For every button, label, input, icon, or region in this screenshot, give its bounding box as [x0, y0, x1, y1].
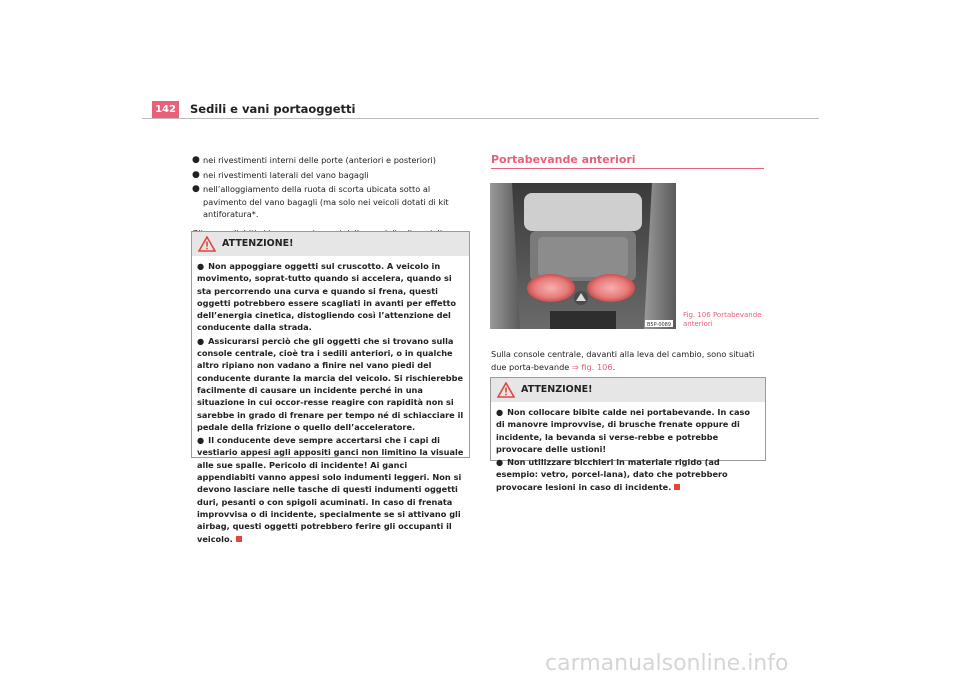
bullet-icon: ● — [197, 261, 205, 271]
warning-item — [197, 260, 464, 334]
bullet-icon: ● — [496, 457, 504, 468]
figure-link[interactable]: ⇒ fig. 106 — [571, 361, 613, 372]
warning-header — [192, 232, 469, 256]
warning-item — [197, 434, 464, 545]
warning-item — [496, 406, 760, 455]
header-divider — [142, 118, 819, 119]
bullet-icon: ● — [197, 335, 205, 346]
body-text: Sulla console centrale, davanti alla leva del cambio, sono situati due porta-bevande — [491, 349, 755, 372]
warning-title: ATTENZIONE! — [222, 238, 294, 249]
caption-line: anteriori — [683, 320, 713, 328]
warning-body — [491, 402, 765, 498]
warning-text: Non appoggiare oggetti sul cruscotto. A veicolo in movimento, soprat-tutto quando si accelera, quando si sta percorrendo una curva e quando si frena, questi oggetti potrebbero essere scagliati in avanti per effetto dell’energia cinetica, distogliendo così l’attenzione del conducente dalla strada. — [197, 261, 457, 333]
warning-text: Non utilizzare bicchieri in materiale rigido (ad esempio: vetro, porcel-lana), dato che potrebbero provocare lesioni in caso di incidente. — [496, 457, 728, 492]
end-of-section-icon — [674, 484, 680, 490]
warning-triangle-icon — [497, 382, 515, 398]
bullet-icon: ● — [197, 435, 205, 446]
warning-title: ATTENZIONE! — [521, 384, 593, 395]
list-item — [192, 183, 468, 221]
section-divider — [491, 168, 764, 169]
warning-item — [496, 456, 760, 493]
section-title: Portabevande anteriori — [491, 153, 636, 166]
warning-triangle-icon — [198, 236, 216, 252]
watermark: carmanualsonline.info — [545, 651, 789, 676]
warning-box — [490, 377, 766, 492]
warning-header — [491, 378, 765, 402]
bullet-icon: ● — [192, 184, 200, 195]
list-item — [192, 169, 468, 182]
page-header-title: Sedili e vani portaoggetti — [190, 102, 356, 116]
bullet-text: nei rivestimenti laterali del vano bagagli — [203, 169, 369, 180]
warning-body — [192, 256, 469, 550]
warning-text: Assicurarsi perciò che gli oggetti che si trovano sulla console centrale, cioè tra i sedili anteriori, o in qualche altro ripiano non vadano a finire nel vano piedi del conducente durante la marcia del veicolo. Si rischierebbe facilmente di causare un incidente perché in una situazione in cui occor-resse reagire con rapidità non si sarebbe in grado di frenare per tempo né di schiacciare il pedale della frizione o quello dell’acceleratore. — [197, 335, 464, 432]
page-number: 142 — [152, 101, 179, 118]
caption-line: Fig. 106 Portabevande — [683, 311, 762, 319]
warning-item — [197, 335, 464, 433]
body-paragraph — [491, 348, 766, 373]
body-text-end: . — [612, 361, 616, 372]
figure-caption — [683, 311, 761, 329]
end-of-section-icon — [236, 536, 242, 542]
bullet-icon: ● — [496, 407, 504, 417]
warning-text: Non collocare bibite calde nei portabevande. In caso di manovre improvvise, di brusche frenate oppure di incidente, la bevanda si verse-rebbe e potrebbe provocare delle ustioni! — [496, 407, 751, 454]
bullet-text: nei rivestimenti interni delle porte (anteriori e posteriori) — [203, 155, 436, 165]
list-item — [192, 154, 468, 167]
warning-box — [191, 231, 470, 544]
warning-text: Il conducente deve sempre accertarsi che i capi di vestiario appesi agli appositi ganci non limitino la visuale alle sue spalle. Pericolo di incidente! Ai ganci appendiabiti vanno appesi solo indumenti leggeri. Non si devono lasciare nelle tasche di questi indumenti oggetti duri, pesanti o con spigoli acuminati. In caso di frenata improvvisa o di incidente, specialmente se si attivano gli airbag, questi oggetti potrebbero ferire gli occupanti il veicolo. — [197, 435, 464, 544]
cupholder-photo — [490, 183, 676, 329]
bullet-text: nell’alloggiamento della ruota di scorta ubicata sotto al pavimento del vano bagagli (ma solo nei veicoli dotati di kit antiforatura*. — [203, 184, 449, 220]
bullet-icon: ● — [192, 155, 200, 165]
figure-code: B5P-0089 — [647, 322, 672, 328]
bullet-icon: ● — [192, 169, 200, 180]
